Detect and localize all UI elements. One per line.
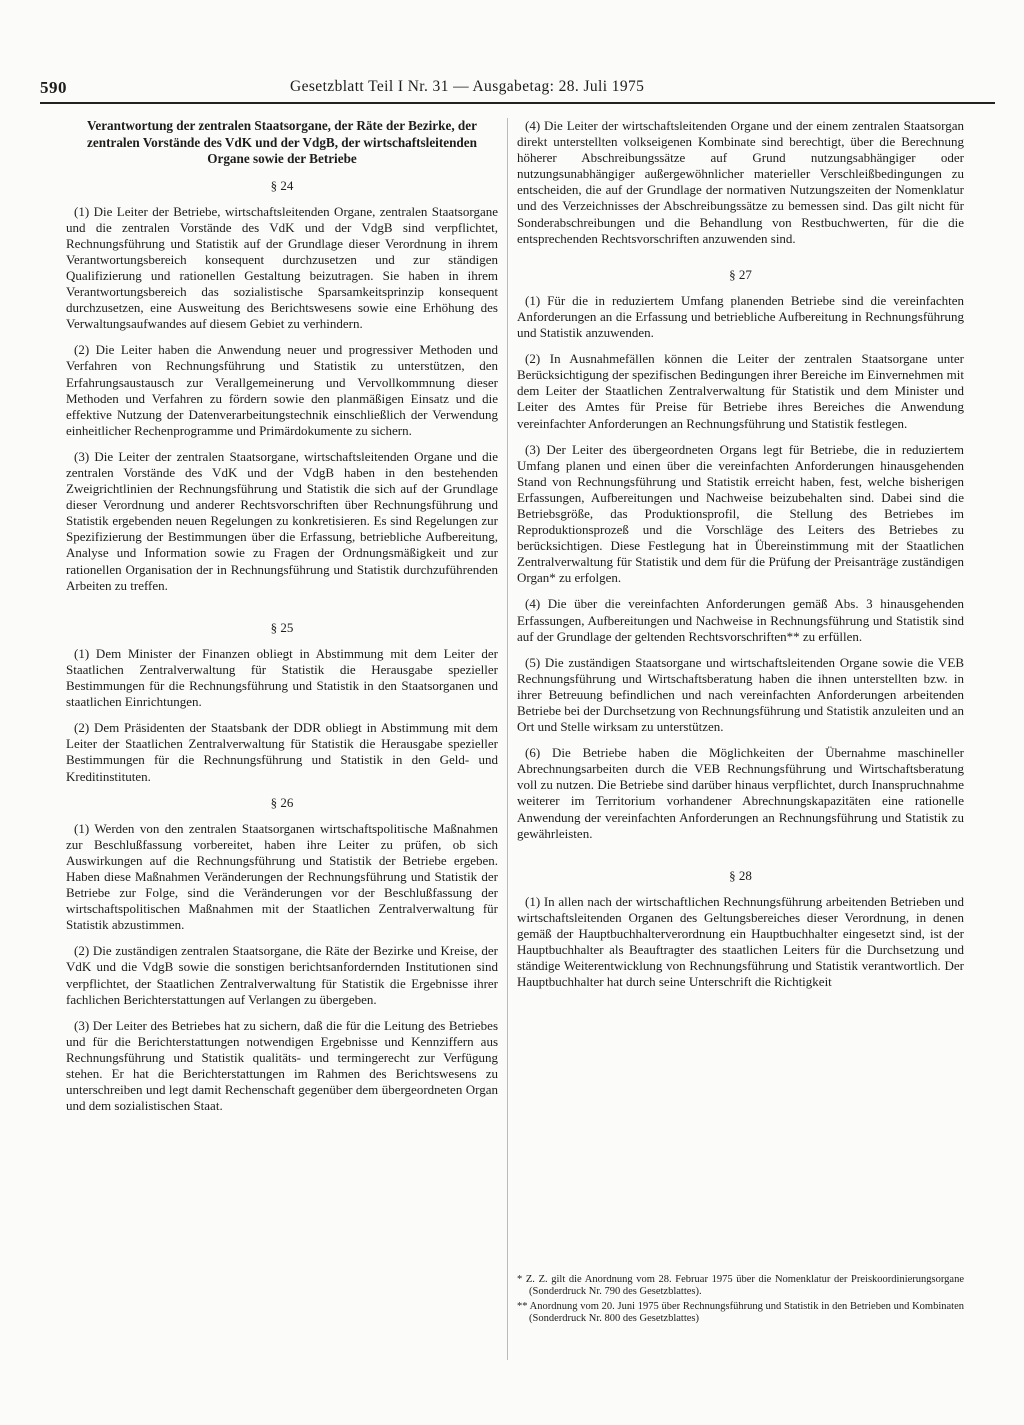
s27-paragraph-4: (4) Die über die vereinfachten Anforderungen gemäß Abs. 3 hinausgehenden Erfassungen, Aufbereitungen und Nachweise in Rechnungsführung und Statistik sind auf der Grundlage der geltenden Rechtsvorschriften** zu erfüllen. <box>517 596 964 644</box>
footnote-2 <box>517 1301 964 1326</box>
s27-paragraph-5: (5) Die zuständigen Staatsorgane und wirtschaftsleitenden Organe sowie die VEB Rechnungsführung und Wirtschaftsberatung haben die ihnen unterstellten bzw. in ihrer Betreuung befindlichen und nach vereinfachten Anforderungen arbeitenden Betriebe bei der Durchsetzung von Rechnungsführung und Statistik anzuleiten und an Ort und Stelle wirksam zu unterstützen. <box>517 654 964 735</box>
s28-paragraph-1: (1) In allen nach der wirtschaftlichen Rechnungsführung arbeitenden Betrieben und wirtschaftsleitenden Organen des Geltungsbereiches dieser Verordnung, in denen gemäß der Hauptbuchhalterverordnung ein Hauptbuchhalter eingesetzt sind, ist der Hauptbuchhalter als Beauftragter des staatlichen Leiters für die Durchsetzung und ständige Weiterentwicklung von Rechnungsführung und Statistik verantwortlich. Der Hauptbuchhalter hat durch seine Unterschrift die Richtigkeit <box>517 893 964 990</box>
s24-paragraph-3: (3) Die Leiter der zentralen Staatsorgane, wirtschaftsleitenden Organe und die zentralen Vorstände des VdK und der VdgB haben in den bestehenden Zweigrichtlinien der Rechnungsführung und Statistik die sich auf der Grundlage dieser Verordnung und anderer Rechtsvorschriften über Rechnungsführung und Statistik ergebenden neuen Regelungen zu konkretisieren. Es sind Regelungen zur Spezifizierung der Bestimmungen über die Erfassung, betriebliche Aufbereitung, Analyse und Information sowie zu Fragen der Ordnungsmäßigkeit und zur rationellen Organisation der in Rechnungsführung und Statistik durchzuführenden Arbeiten zu treffen. <box>66 448 498 593</box>
footnote-2-text: Anordnung vom 20. Juni 1975 über Rechnungsführung und Statistik in den Betrieben und Kombinaten (Sonderdruck Nr. 800 des Gesetzblattes) <box>529 1300 964 1325</box>
footnote-1 <box>517 1274 964 1299</box>
page-number: 590 <box>40 78 67 97</box>
s27-paragraph-1: (1) Für die in reduziertem Umfang planenden Betriebe sind die vereinfachten Anforderungen an die Erfassung und betriebliche Aufbereitung in Rechnungsführung und Statistik anzuwenden. <box>517 292 964 341</box>
header-title: Gesetzblatt Teil I Nr. 31 — Ausgabetag: 28. Juli 1975 <box>290 78 645 95</box>
section-27-title: § 27 <box>729 266 752 282</box>
s26-paragraph-1: (1) Werden von den zentralen Staatsorganen wirtschaftspolitische Maßnahmen zur Beschlußfassung vorbereitet, haben ihre Leiter zu prüfen, ob sich Auswirkungen auf die Rechnungsführung und Statistik der Betriebe ergeben. Haben diese Maßnahmen Veränderungen der Rechnungsführung und Statistik der Betriebe zur Folge, sind die Veränderungen vor der Beschlußfassung der wirtschaftspolitischen Maßnahmen mit der Staatlichen Zentralverwaltung für Statistik abzustimmen. <box>66 820 498 933</box>
section-28-title: § 28 <box>729 867 752 883</box>
page-header <box>40 76 995 104</box>
s24-paragraph-1: (1) Die Leiter der Betriebe, wirtschaftsleitenden Organe, zentralen Staatsorgane und die zentralen Vorstände des VdK und der VdgB sind verpflichtet, Rechnungsführung und Statistik auf der Grundlage dieser Verordnung in ihrem Verantwortungsbereich konsequent durchzusetzen und zur ständigen Qualifizierung und rationellen Gestaltung beizutragen. Sie haben in ihrem Verantwortungsbereich das sozialistische Sparsamkeitsprinzip konsequent durchzusetzen, eine Ausweitung des Berichtswesens sowie eine Erhöhung des Verwaltungsaufwandes auf diesem Gebiet zu verhindern. <box>66 203 498 332</box>
column-divider <box>507 118 508 1360</box>
s26-paragraph-3: (3) Der Leiter des Betriebes hat zu sichern, daß die für die Leitung des Betriebes und für die Berichterstattungen notwendigen Ergebnisse und Kennziffern aus Rechnungsführung und Statistik qualitäts- und termingerecht zur Verfügung stehen. Er hat die Berichterstattungen im Rahmen des Berichtswesens zu unterschreiben und legt damit Rechenschaft gegenüber dem übergeordneten Organ und dem sozialistischen Staat. <box>66 1017 498 1114</box>
footnote-1-text: Z. Z. gilt die Anordnung vom 28. Februar 1975 über die Nomenklatur der Preiskoordinierungsorgane (Sonderdruck Nr. 790 des Gesetzblattes). <box>525 1274 964 1298</box>
section-heading: Verantwortung der zentralen Staatsorgane, der Räte der Bezirke, der zentralen Vorstände des VdK und der VdgB, der wirtschaftsleitenden Organe sowie der Betriebe <box>87 118 477 166</box>
footnotes <box>517 1274 964 1328</box>
s26-paragraph-2: (2) Die zuständigen zentralen Staatsorgane, die Räte der Bezirke und Kreise, der VdK und die VdgB sowie die sonstigen berichtsanfordernden Institutionen sind verpflichtet, der Staatlichen Zentralverwaltung für Statistik die Ergebnisse ihrer fachlichen Berichterstattungen auf Verlangen zu übergeben. <box>66 943 498 1007</box>
s24-paragraph-2: (2) Die Leiter haben die Anwendung neuer und progressiver Methoden und Verfahren von Rechnungsführung und Statistik zu unterstützen, den Erfahrungsaustausch zur Verallgemeinerung und Vervollkommnung dieser Methoden und Verfahren zu fördern sowie den planmäßigen Einsatz und die effektive Nutzung der Datenverarbeitungstechnik einschließlich der Verwendung einheitlicher Rechenprogramme und Primärdokumente zu sichern. <box>66 342 498 438</box>
right-column <box>517 118 964 1000</box>
s26-paragraph-4: (4) Die Leiter der wirtschaftsleitenden Organe und der einem zentralen Staatsorgan direkt unterstellten volkseigenen Kombinate sind berechtigt, über die Berechnung höherer Abschreibungssätze auf Grund nutzungsabhängiger oder nutzungsunabhängiger außergewöhnlicher materieller Verschleißbedingungen zu entscheiden, die auf der Grundlage der normativen Nutzungszeiten der Nomenklatur und des Verzeichnisses der Abschreibungssätze zu bemessen sind. Das gilt nicht für Sonderabschreibungen und die Behandlung von Restbuchwerten, für die die entsprechenden Rechtsvorschriften anzuwenden sind. <box>517 118 964 246</box>
s25-paragraph-2: (2) Dem Präsidenten der Staatsbank der DDR obliegt in Abstimmung mit dem Leiter der Staatlichen Zentralverwaltung für Statistik die Herausgabe spezieller Bestimmungen für die Rechnungsführung und Statistik in den Geld- und Kreditinstituten. <box>66 720 498 784</box>
s27-paragraph-2: (2) In Ausnahmefällen können die Leiter der zentralen Staatsorgane unter Berücksichtigung der spezifischen Bedingungen ihrer Bereiche im Einvernehmen mit dem Leiter der Staatlichen Zentralverwaltung für Statistik und dem Minister und Leiter des Amtes für Preise für Betriebe ihres Bereiches die Anwendung vereinfachter Anforderungen an Rechnungsführung und Statistik festlegen. <box>517 351 964 431</box>
s27-paragraph-6: (6) Die Betriebe haben die Möglichkeiten der Übernahme maschineller Abrechnungsarbeiten durch die VEB Rechnungsführung und Wirtschaftsberatung voll zu nutzen. Die Betriebe sind darüber hinaus verpflichtet, durch Inanspruchnahme weiterer im Territorium vorhandener Abrechnungskapazitäten eine rationelle Anwendung der vereinfachten Anforderungen an Rechnungsführung und Statistik zu gewährleisten. <box>517 745 964 841</box>
s25-paragraph-1: (1) Dem Minister der Finanzen obliegt in Abstimmung mit dem Leiter der Staatlichen Zentralverwaltung für Statistik die Herausgabe spezieller Bestimmungen für die Rechnungsführung und Statistik in den Staatsorganen und staatlichen Einrichtungen. <box>66 645 498 710</box>
section-24-title: § 24 <box>270 177 294 193</box>
s27-paragraph-3: (3) Der Leiter des übergeordneten Organs legt für Betriebe, die in reduziertem Umfang planen und einen über die vereinfachten Anforderungen hinausgehenden Stand von Rechnungsführung und Statistik erreicht haben, fest, welche bisherigen Erfassungen, Aufbereitungen und Nachweise beizubehalten sind. Dabei sind die Betriebsgröße, das Produktionsprofil, die Stellung des Betriebes im Reproduktionsprozeß und die Vorschläge des Leiters des Betriebes zu berücksichtigen. Diese Festlegung hat in Übereinstimmung mit der Staatlichen Zentralverwaltung für Statistik und dem für die Prüfung der Preisanträge zuständigen Organ* zu erfolgen. <box>517 441 964 586</box>
footnote-2-marker: ** <box>517 1300 528 1312</box>
section-25-title: § 25 <box>270 619 294 635</box>
left-column <box>66 118 498 1124</box>
footnote-1-marker: * <box>517 1274 523 1285</box>
section-26-title: § 26 <box>270 794 294 810</box>
